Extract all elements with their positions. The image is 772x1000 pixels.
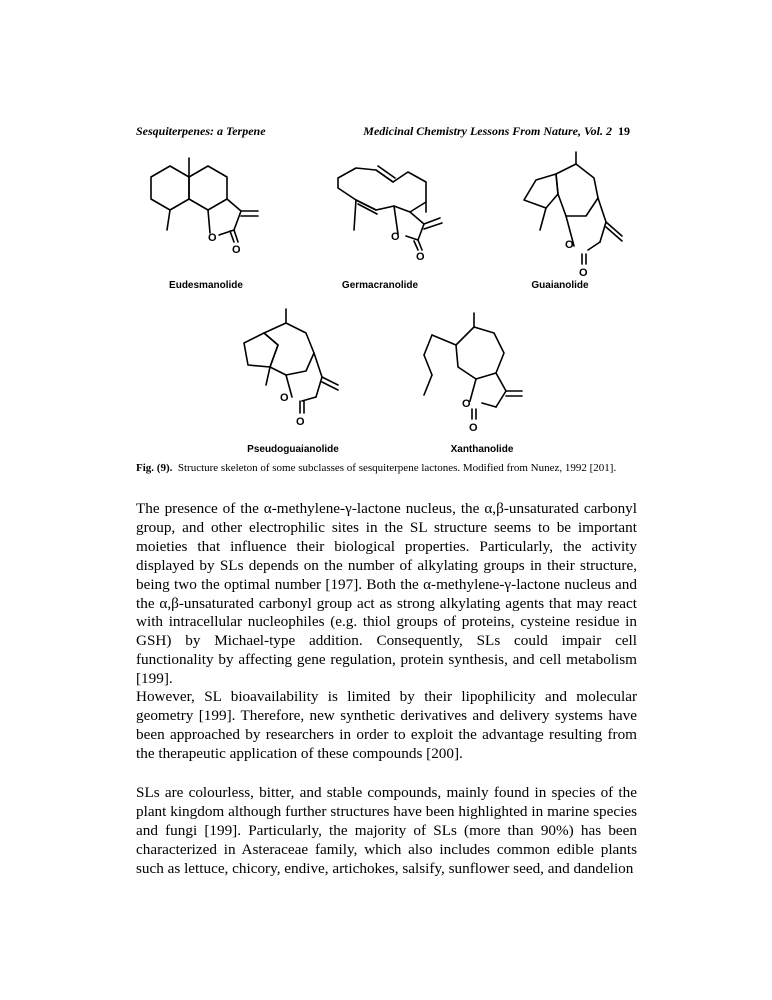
structure-label: Xanthanolide [450, 444, 514, 455]
figure-caption-text: Structure skeleton of some subclasses of sesquiterpene lactones. Modified from Nunez, 1992 [201]. [177, 462, 617, 474]
xanthanolide-structure [410, 305, 550, 435]
body-paragraph: The presence of the α-methylene-γ-lactone nucleus, the α,β-unsaturated carbonyl group, and other electrophilic sites in the SL structure seems to be important moieties that influence their biological properties. Particularly, the activity displayed by SLs depends on the number of alkylating groups in their structure, being two the optimal number [197]. Both the α-methylene-γ-lactone nucleus and the α,β-unsaturated carbonyl group act as strong alkylating agents that may react with intracellular nucleophiles (e.g. thiol groups of proteins, cysteine residue in GSH) by Michael-type addition. Consequently, SLs could impair cell functionality by affecting gene regulation, protein synthesis, and cell metabolism [199]. [136, 500, 637, 688]
ring-oxygen-atom: O [565, 239, 574, 251]
ring-oxygen-atom: O [462, 398, 471, 410]
running-header-journal [363, 124, 630, 139]
running-header-title: Sesquiterpenes: a Terpene [136, 124, 266, 138]
journal-title: Medicinal Chemistry Lessons From Nature, Vol. 2 [363, 124, 612, 138]
carbonyl-oxygen-atom: O [296, 416, 305, 428]
body-paragraph: SLs are colourless, bitter, and stable compounds, mainly found in species of the plant kingdom although further structures have been highlighted in marine species and fungi [199]. Particularly, the majority of SLs (more than 90%) has been characterized in Asteraceae family, which also includes common edible plants such as lettuce, chicory, endive, artichokes, salsify, sunflower seed, and dandelion [136, 784, 637, 877]
figure-caption-label: Fig. (9). [136, 462, 173, 474]
ring-oxygen-atom: O [208, 232, 217, 244]
figure-caption [136, 462, 646, 474]
carbonyl-oxygen-atom: O [416, 251, 425, 263]
carbonyl-oxygen-atom: O [232, 244, 241, 256]
structure-label: Eudesmanolide [169, 280, 243, 291]
carbonyl-oxygen-atom: O [579, 267, 588, 279]
pseudoguaianolide-structure [230, 305, 370, 435]
guaianolide-structure [510, 150, 650, 280]
germacranolide-structure [330, 150, 470, 263]
ring-oxygen-atom: O [391, 231, 400, 243]
page-number: 19 [618, 124, 630, 138]
carbonyl-oxygen-atom: O [469, 422, 478, 434]
structure-label: Germacranolide [341, 280, 419, 291]
structure-label: Guaianolide [531, 280, 589, 291]
body-paragraph: However, SL bioavailability is limited by their lipophilicity and molecular geometry [199]. Therefore, new synthetic derivatives and delivery systems have been approached by researchers in order to exploit the advantage resulting from the therapeutic application of these compounds [200]. [136, 688, 637, 762]
structure-label: Pseudoguaianolide [247, 444, 339, 455]
eudesmanolide-structure [140, 150, 280, 260]
ring-oxygen-atom: O [280, 392, 289, 404]
